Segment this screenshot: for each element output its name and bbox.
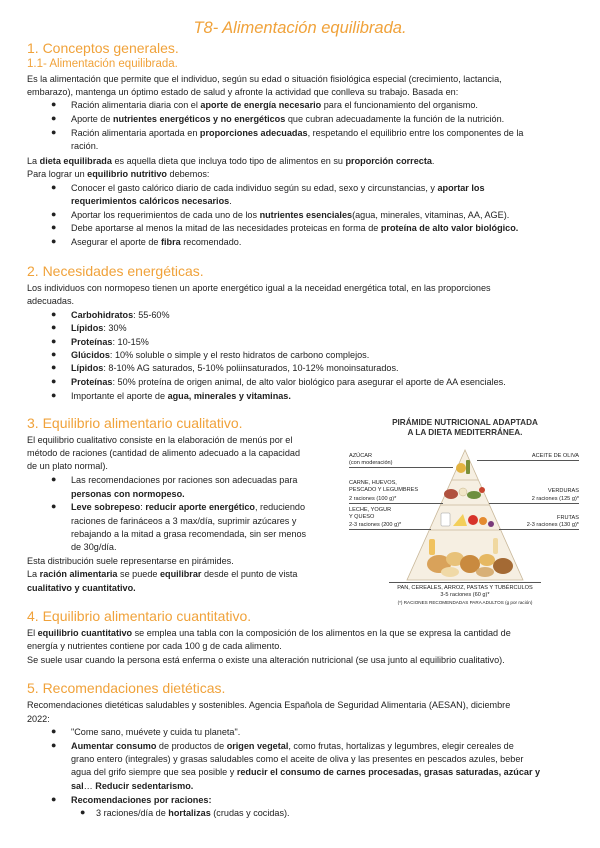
s2-item-lipidos-detail: Lípidos: 8-10% AG saturados, 5-10% poliinsaturados, 10-12% monoinsaturados. xyxy=(71,363,399,373)
bullet: ● xyxy=(51,390,57,400)
s5-bullet-2-l4: sal… Reducir sedentarismo. xyxy=(71,781,194,791)
label-leche-2: Y QUESO xyxy=(349,514,375,520)
s1-c-bullet-4: Asegurar el aporte de fibra recomendado. xyxy=(71,237,242,247)
s3-bullet-1: Las recomendaciones por raciones son adecuadas para xyxy=(71,475,298,485)
bullet: ● xyxy=(51,501,57,511)
section-2-heading: 2. Necesidades energéticas. xyxy=(27,263,204,279)
label-carne: CARNE, HUEVOS, xyxy=(349,480,397,486)
s2-item-lipidos: Lípidos: 30% xyxy=(71,323,127,333)
s3-line2: método de raciones (cantidad de alimento adecuado a la capacidad xyxy=(27,448,300,458)
bullet: ● xyxy=(51,222,57,232)
s4-line1: El equilibrio cuantitativo se emplea una tabla con la composición de los alimentos en la que se expresa la cantidad de xyxy=(27,628,511,638)
label-frutas: FRUTAS xyxy=(557,515,579,521)
bullet: ● xyxy=(51,336,57,346)
bullet: ● xyxy=(51,236,57,246)
label-leche: LECHE, YOGUR xyxy=(349,507,392,513)
section-1-heading: 1. Conceptos generales. xyxy=(27,40,179,56)
s2-item-agua: Importante el aporte de agua, minerales y vitaminas. xyxy=(71,391,291,401)
s1-dieta-line: La dieta equilibrada es aquella dieta que incluya todo tipo de alimentos en su proporción correcta. xyxy=(27,156,435,166)
label-verduras: VERDURAS xyxy=(547,488,579,494)
bullet: ● xyxy=(51,376,57,386)
bullet: ● xyxy=(51,349,57,359)
bullet: ● xyxy=(51,182,57,192)
s3-bullet-2-l2: raciones de farináceos a 3 max/día, suprimir azúcares y xyxy=(71,516,297,526)
s1-intro-line1: Es la alimentación que permite que el individuo, según su edad o situación fisiológica especial (crecimiento, lactancia, xyxy=(27,74,502,84)
s1-bullet-2: Aporte de nutrientes energéticos y no energéticos que cubran adecuadamente la función de la nutrición. xyxy=(71,114,505,124)
label-azucar: AZÚCAR xyxy=(349,453,372,459)
s1-c-bullet-3: Debe aportarse al menos la mitad de las necesidades proteicas en forma de proteína de alto valor biológico. xyxy=(71,223,519,233)
s3-line4: Esta distribución suele representarse en pirámides. xyxy=(27,556,234,566)
label-carne-raciones: 2 raciones (100 g)* xyxy=(349,496,397,502)
bullet: ● xyxy=(51,99,57,109)
section-3-heading: 3. Equilibrio alimentario cualitativo. xyxy=(27,415,243,431)
label-azucar-note: (con moderación) xyxy=(349,460,393,466)
s2-item-proteinas: Proteínas: 10-15% xyxy=(71,337,149,347)
label-aceite: ACEITE DE OLIVA xyxy=(531,453,579,459)
label-pan-raciones: 3-5 raciones (60 g)* xyxy=(440,592,490,598)
s4-line2: energía y nutrientes contiene por cada 100 g de cada alimento. xyxy=(27,641,282,651)
bullet: ● xyxy=(51,309,57,319)
base-line xyxy=(389,582,541,583)
label-pan: PAN, CEREALES, ARROZ, PASTAS Y TUBÉRCULOS xyxy=(397,585,533,591)
s1-intro-line2: embarazo), mantenga un óptimo estado de salud y afronte la actividad que conlleva su trabajo. Basada en: xyxy=(27,87,459,97)
s2-para-line2: adecuadas. xyxy=(27,296,75,306)
s1-bullet-1: Ración alimentaria diaria con el aporte de energía necesario para el funcionamiento del organismo. xyxy=(71,100,478,110)
bullet: ● xyxy=(51,113,57,123)
leader-line xyxy=(477,460,579,461)
pyramid-title-line1: PIRÁMIDE NUTRICIONAL ADAPTADA xyxy=(392,418,538,427)
document-title: T8- Alimentación equilibrada. xyxy=(193,19,407,37)
mediterranean-pyramid-figure xyxy=(345,414,585,609)
bullet: ● xyxy=(51,127,57,137)
leader-line xyxy=(349,529,431,530)
label-carne-2: PESCADO Y LEGUMBRES xyxy=(349,487,419,493)
s1-bullet-3: Ración alimentaria aportada en proporciones adecuadas, respetando el equilibrio entre los componentes de la xyxy=(71,128,524,138)
s5-sub-bullet-1: 3 raciones/día de hortalizas (crudas y cocidas). xyxy=(96,808,290,818)
s2-item-carbohidratos: Carbohidratos: 55-60% xyxy=(71,310,170,320)
s1-lograr-line: Para lograr un equilibrio nutritivo debemos: xyxy=(27,169,210,179)
s5-bullet-2-l3: agua del grifo siempre que sea posible y reducir el consumo de carnes procesadas, grasas saturadas, azúcar y xyxy=(71,767,541,777)
s3-line3: de un plato normal). xyxy=(27,461,108,471)
section-5-heading: 5. Recomendaciones dietéticas. xyxy=(27,680,226,696)
s5-bullet-1: "Come sano, muévete y cuida tu planeta". xyxy=(71,727,241,737)
s3-line5: La ración alimentaria se puede equilibrar desde el punto de vista xyxy=(27,569,298,579)
s3-line1: El equilibrio cualitativo consiste en la elaboración de menús por el xyxy=(27,435,293,445)
section-4-heading: 4. Equilibrio alimentario cuantitativo. xyxy=(27,608,252,624)
bullet: ● xyxy=(51,322,57,332)
s1-c-bullet-2: Aportar los requerimientos de cada uno de los nutrientes esenciales(agua, minerales, vitaminas, AA, AGE). xyxy=(71,210,510,220)
s2-item-proteinas-detail: Proteínas: 50% proteína de origen animal, de alto valor biológico para asegurar el aporte de AA esenciales. xyxy=(71,377,506,387)
leader-line xyxy=(499,529,579,530)
s3-bullet-2-l3: rebajando a la mitad a grasa recomendada, sin ser menos xyxy=(71,529,307,539)
leader-line xyxy=(349,467,453,468)
s3-line6: cualitativo y cuantitativo. xyxy=(27,583,136,593)
s3-bullet-2: Leve sobrepeso: reducir aporte energético, reduciendo xyxy=(71,502,306,512)
leader-line xyxy=(349,503,443,504)
s3-bullet-2-l4: de 30g/día. xyxy=(71,542,117,552)
s5-bullet-2-l2: grano entero (integrales) y grasas saludables como el aceite de oliva y las presentes en pescados azules, beber xyxy=(71,754,524,764)
s2-para-line1: Los individuos con normopeso tienen un aporte energético igual a la neceidad energética total, en las proporciones xyxy=(27,283,491,293)
pyramid-title-line2: A LA DIETA MEDITERRÁNEA. xyxy=(407,428,523,437)
s2-item-glucidos: Glúcidos: 10% soluble o simple y el resto hidratos de carbono complejos. xyxy=(71,350,370,360)
s5-bullet-3: Recomendaciones por raciones: xyxy=(71,795,212,805)
s5-bullet-2: Aumentar consumo de productos de origen vegetal, como frutas, hortalizas y legumbres, elegir cereales de xyxy=(71,741,514,751)
leader-line xyxy=(489,503,579,504)
bullet: ● xyxy=(51,474,57,484)
label-verduras-raciones: 2 raciones (125 g)* xyxy=(531,496,579,502)
bullet: ● xyxy=(51,726,57,736)
s1-c-bullet-1-cont: requerimientos calóricos necesarios. xyxy=(71,196,232,206)
bullet: ● xyxy=(51,740,57,750)
s1-bullet-3-cont: ración. xyxy=(71,141,99,151)
label-leche-raciones: 2-3 raciones (200 g)* xyxy=(349,522,402,528)
bullet: ● xyxy=(51,362,57,372)
s5-line1: Recomendaciones dietéticas saludables y sostenibles. Agencia Española de Seguridad Alimentaria (AESAN), diciembre xyxy=(27,700,511,710)
pyramid-footnote: (*) RACIONES RECOMENDADAS PARA ADULTOS (g por ración) xyxy=(397,600,533,605)
label-frutas-raciones: 2-3 raciones (130 g)* xyxy=(526,522,579,528)
bullet: ● xyxy=(51,209,57,219)
sub-bullet: ● xyxy=(80,807,86,817)
s3-bullet-1-cont: personas con normopeso. xyxy=(71,489,185,499)
s4-line3: Se suele usar cuando la persona está enferma o existe una alteración nutricional (se usa junto al equilibrio cualitativo). xyxy=(27,655,505,665)
section-1-1-heading: 1.1- Alimentación equilibrada. xyxy=(27,58,178,70)
s1-c-bullet-1: Conocer el gasto calórico diario de cada individuo según su edad, sexo y circunstancias, y aportar los xyxy=(71,183,485,193)
s5-line2: 2022: xyxy=(27,714,50,724)
bullet: ● xyxy=(51,794,57,804)
